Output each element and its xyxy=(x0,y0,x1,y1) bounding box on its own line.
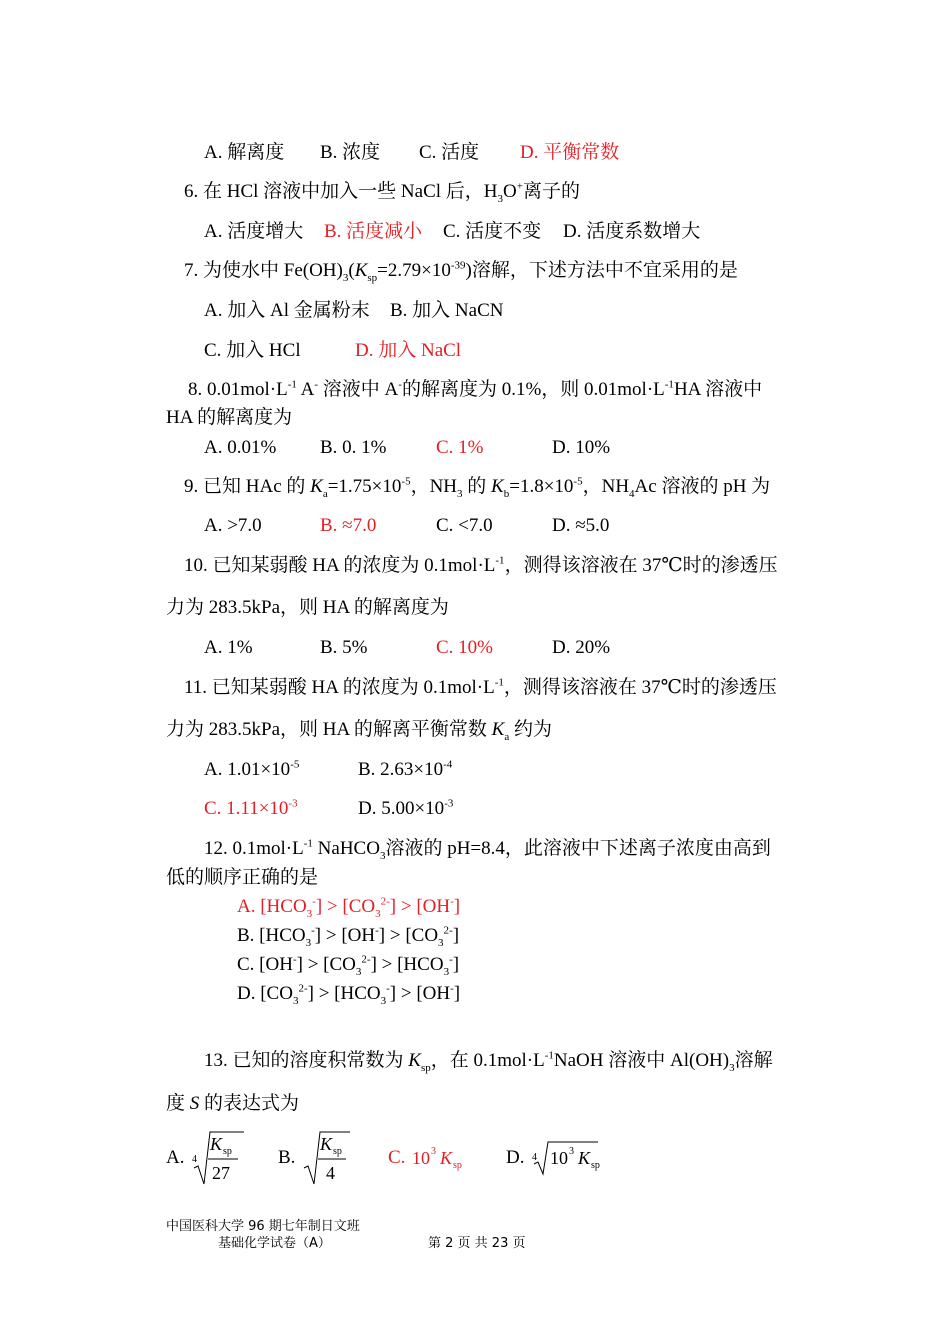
q13-stem: 13. 已知的溶度积常数为 $K_{sp}$，在 $0.1mol\cdot L^{-1}NaOH$ 溶液中 $Al(OH)_3$溶解 xyxy=(204,1049,773,1074)
k-symbol: K xyxy=(440,1148,453,1168)
numerator-sub: sp xyxy=(333,1146,342,1157)
q9-option-a: A. >7.0 xyxy=(204,515,262,536)
q11-option-d: D. $5.00\times 10^{-3}$ xyxy=(358,797,454,819)
q13-stem-line2: 度 S 的表达式为 xyxy=(166,1093,300,1114)
q13-option-d-formula xyxy=(528,1138,604,1178)
k-symbol: K xyxy=(578,1148,591,1168)
denominator: 4 xyxy=(326,1163,335,1183)
root-index: 4 xyxy=(532,1152,537,1163)
q8-option-c: C. 1% xyxy=(436,437,484,458)
q8-stem-line2: HA 的解离度为 xyxy=(166,407,293,428)
q12-stem-line2: 低的顺序正确的是 xyxy=(166,867,319,888)
q11-option-a: A. $1.01\times 10^{-5}$ xyxy=(204,758,300,780)
q6-stem: 6. 在 HCl 溶液中加入一些 NaCl 后，$H_3O^+$离子的 xyxy=(184,180,580,205)
footer-exam-title: 基础化学试卷（A） xyxy=(218,1236,331,1251)
q13-option-a-formula xyxy=(188,1128,248,1188)
q10-option-b: B. 5% xyxy=(320,637,368,658)
q12-option-b: B. $[HCO_3^-] > [OH^-] > [CO_3^{2-}]$ xyxy=(237,924,460,949)
q13-option-c-formula xyxy=(410,1140,470,1174)
q9-option-d: D. ≈5.0 xyxy=(552,515,610,536)
q11-option-b: B. $2.63\times 10^{-4}$ xyxy=(358,758,453,780)
numerator-sub: sp xyxy=(223,1146,232,1157)
k-subscript: sp xyxy=(591,1160,600,1171)
q9-stem: 9. 已知 HAc 的 $K_a=1.75\times 10^{-5}$，$NH_3$ 的 $K_b=1.8\times 10^{-5}$，$NH_4Ac$ 溶液的 pH 为 xyxy=(184,475,771,500)
numerator-k: K xyxy=(210,1134,223,1154)
q10-stem: 10. 已知某弱酸 HA 的浓度为 $0.1mol\cdot L^{-1}$，测得该溶液在 37℃时的渗透压 xyxy=(184,554,778,576)
q6-option-b: B. 活度减小 xyxy=(324,221,423,242)
exponent: 3 xyxy=(431,1146,436,1157)
q10-option-c: C. 10% xyxy=(436,637,493,658)
q6-option-d: D. 活度系数增大 xyxy=(563,221,701,242)
q8-option-b: B. 0. 1% xyxy=(320,437,387,458)
numerator-k: K xyxy=(320,1134,333,1154)
q12-stem: 12. $0.1mol\cdot L^{-1}$ NaHCO$_3$溶液的 pH=8.4，此溶液中下述离子浓度由高到 xyxy=(204,837,771,862)
exponent: 3 xyxy=(569,1146,574,1157)
q7-option-a: A. 加入 Al 金属粉末 xyxy=(204,300,370,321)
q13-option-d-label: D. xyxy=(506,1147,525,1168)
q11-stem-line2: 力为 283.5kPa，则 HA 的解离平衡常数 $K_a$ 约为 xyxy=(166,719,552,743)
q5-option-d: D. 平衡常数 xyxy=(520,142,620,163)
q12-option-d: D. $[CO_3^{2-}] > [HCO_3^-] > [OH^-]$ xyxy=(237,982,461,1007)
q13-option-c-label: C. xyxy=(388,1147,406,1168)
q9-option-b: B. ≈7.0 xyxy=(320,515,377,536)
root-index: 4 xyxy=(192,1154,197,1165)
q12-option-c: C. $[OH^-] > [CO_3^{2-}] > [HCO_3^-]$ xyxy=(237,953,460,978)
q13-option-b-formula xyxy=(300,1128,356,1188)
q6-option-a: A. 活度增大 xyxy=(204,221,304,242)
q7-option-c: C. 加入 HCl xyxy=(204,340,301,361)
q7-stem: 7. 为使水中 $Fe(OH)_3(K_{sp}=2.79\times 10^{-39})$溶解，下述方法中不宜采用的是 xyxy=(184,259,738,284)
q5-option-a: A. 解离度 xyxy=(204,142,285,163)
q11-stem: 11. 已知某弱酸 HA 的浓度为 $0.1mol\cdot L^{-1}$，测得该溶液在 37℃时的渗透压 xyxy=(184,676,777,698)
q11-option-c: C. $1.11\times 10^{-3}$ xyxy=(204,797,298,819)
footer-school: 中国医科大学 96 期七年制日文班 xyxy=(166,1219,360,1234)
q8-option-a: A. 0.01% xyxy=(204,437,277,458)
q13-option-a-label: A. xyxy=(166,1147,185,1168)
q7-option-d: D. 加入 NaCl xyxy=(355,340,462,361)
q10-option-a: A. 1% xyxy=(204,637,253,658)
q7-option-b: B. 加入 NaCN xyxy=(390,300,504,321)
coefficient: 10 xyxy=(412,1148,430,1168)
denominator: 27 xyxy=(212,1163,230,1183)
q13-option-b-label: B. xyxy=(278,1147,296,1168)
q5-option-b: B. 浓度 xyxy=(320,142,381,163)
coefficient: 10 xyxy=(550,1148,568,1168)
q5-option-c: C. 活度 xyxy=(419,142,480,163)
k-subscript: sp xyxy=(453,1160,462,1171)
q10-stem-line2: 力为 283.5kPa，则 HA 的解离度为 xyxy=(166,597,449,618)
q12-option-a: A. $[HCO_3^-] > [CO_3^{2-}] > [OH^-]$ xyxy=(237,895,461,920)
footer-page-number: 第 2 页 共 23 页 xyxy=(428,1236,526,1251)
q10-option-d: D. 20% xyxy=(552,637,611,658)
q9-option-c: C. <7.0 xyxy=(436,515,493,536)
q6-option-c: C. 活度不变 xyxy=(443,221,542,242)
q8-stem: 8. $0.01mol\cdot L^{-1}$ A- 溶液中 A-的解离度为 0.1%，则 $0.01mol\cdot L^{-1}HA$ 溶液中 xyxy=(188,378,763,400)
q8-option-d: D. 10% xyxy=(552,437,611,458)
